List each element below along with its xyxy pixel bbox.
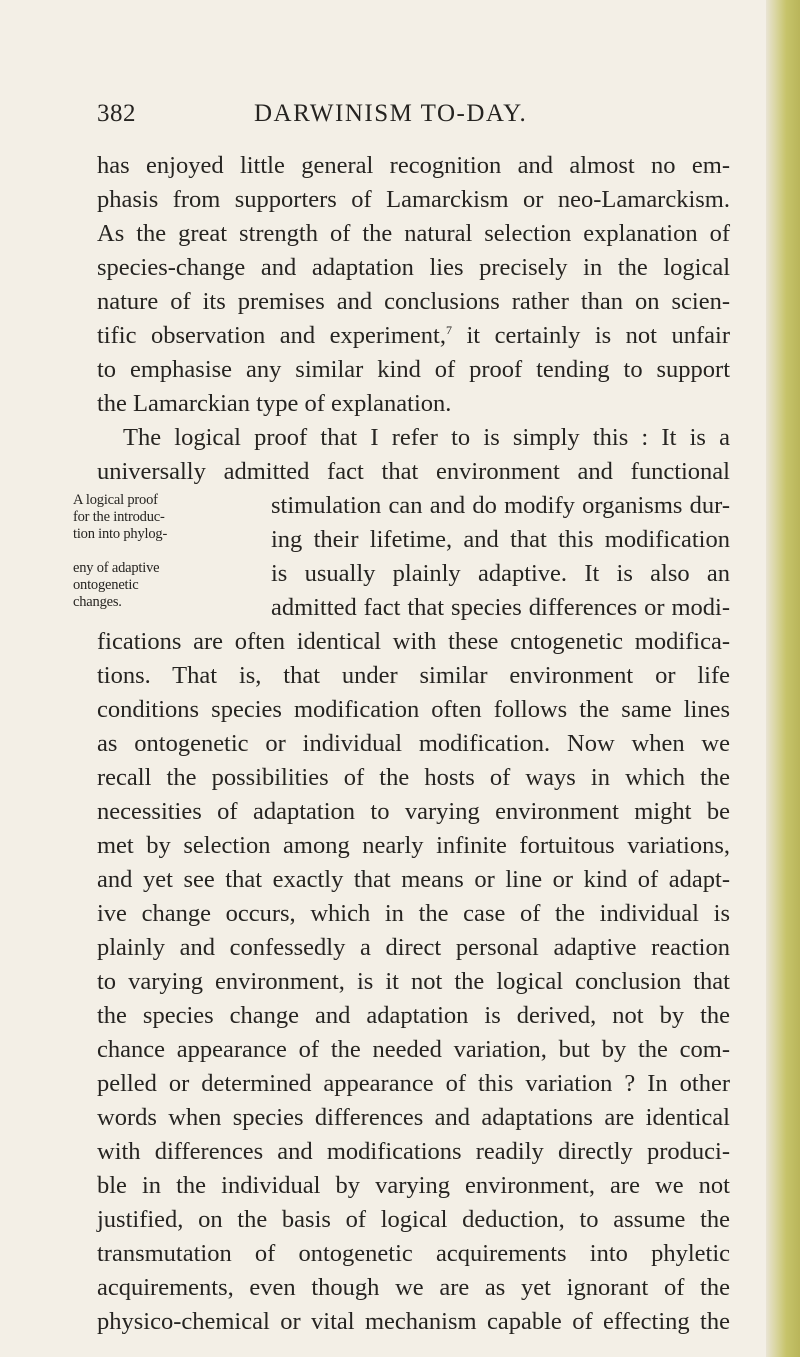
side-note-line: tion into phylog- [73,526,168,542]
text-line: is usually plainly adaptive. It is also an [271,560,730,587]
text-line: universally admitted fact that environment and functional [97,458,730,485]
text-line: justified, on the basis of logical deduction, to assume the [97,1206,730,1233]
text-segment: tific observation and experiment, [97,322,446,349]
running-head: DARWINISM TO-DAY. [254,100,528,127]
page-edge [766,0,800,1357]
page-header [0,100,780,140]
text-line: As the great strength of the natural selection explanation of [97,220,730,247]
side-note-line: eny of adaptive [73,560,160,576]
text-line: the Lamarckian type of explanation. [97,390,452,417]
text-line [97,319,730,353]
text-line: transmutation of ontogenetic acquirements into phyletic [97,1240,730,1267]
text-line: pelled or determined appearance of this variation ? In other [97,1070,730,1097]
text-line: stimulation can and do modify organisms dur- [271,492,730,519]
footnote-ref: 7 [445,322,452,337]
text-line: tions. That is, that under similar environment or life [97,662,730,689]
text-line: ing their lifetime, and that this modification [271,526,730,553]
text-line: the species change and adaptation is derived, not by the [97,1002,730,1029]
text-line: plainly and confessedly a direct personal adaptive reaction [97,934,730,961]
side-note-line: for the introduc- [73,509,165,525]
text-line: admitted fact that species differences or modi- [271,594,730,621]
text-line: fications are often identical with these cntogenetic modifica- [97,628,730,655]
page-number: 382 [97,100,136,127]
text-segment: it certainly is not unfair [466,322,730,349]
text-line: physico-chemical or vital mechanism capable of effecting the [97,1308,730,1335]
side-note-line: ontogenetic [73,577,139,593]
side-note-line: changes. [73,594,122,610]
text-line: The logical proof that I refer to is simply this : It is a [123,424,730,451]
text-line: to emphasise any similar kind of proof tending to support [97,356,730,383]
text-line: with differences and modifications readily directly produci- [97,1138,730,1165]
text-line: chance appearance of the needed variation, but by the com- [97,1036,730,1063]
text-line: to varying environment, is it not the logical conclusion that [97,968,730,995]
text-line: recall the possibilities of the hosts of ways in which the [97,764,730,791]
text-line: species-change and adaptation lies precisely in the logical [97,254,730,281]
text-line: as ontogenetic or individual modification. Now when we [97,730,730,757]
text-line: conditions species modification often follows the same lines [97,696,730,723]
text-line: met by selection among nearly infinite fortuitous variations, [97,832,730,859]
text-line: words when species differences and adaptations are identical [97,1104,730,1131]
text-line: nature of its premises and conclusions rather than on scien- [97,288,730,315]
text-line: and yet see that exactly that means or line or kind of adapt- [97,866,730,893]
text-line: has enjoyed little general recognition and almost no em- [97,152,730,179]
text-line: ive change occurs, which in the case of the individual is [97,900,730,927]
text-line: acquirements, even though we are as yet ignorant of the [97,1274,730,1301]
side-note-line: A logical proof [73,492,158,508]
text-line: ble in the individual by varying environment, are we not [97,1172,730,1199]
text-line: necessities of adaptation to varying environment might be [97,798,730,825]
text-line: phasis from supporters of Lamarckism or neo-Lamarckism. [97,186,730,213]
